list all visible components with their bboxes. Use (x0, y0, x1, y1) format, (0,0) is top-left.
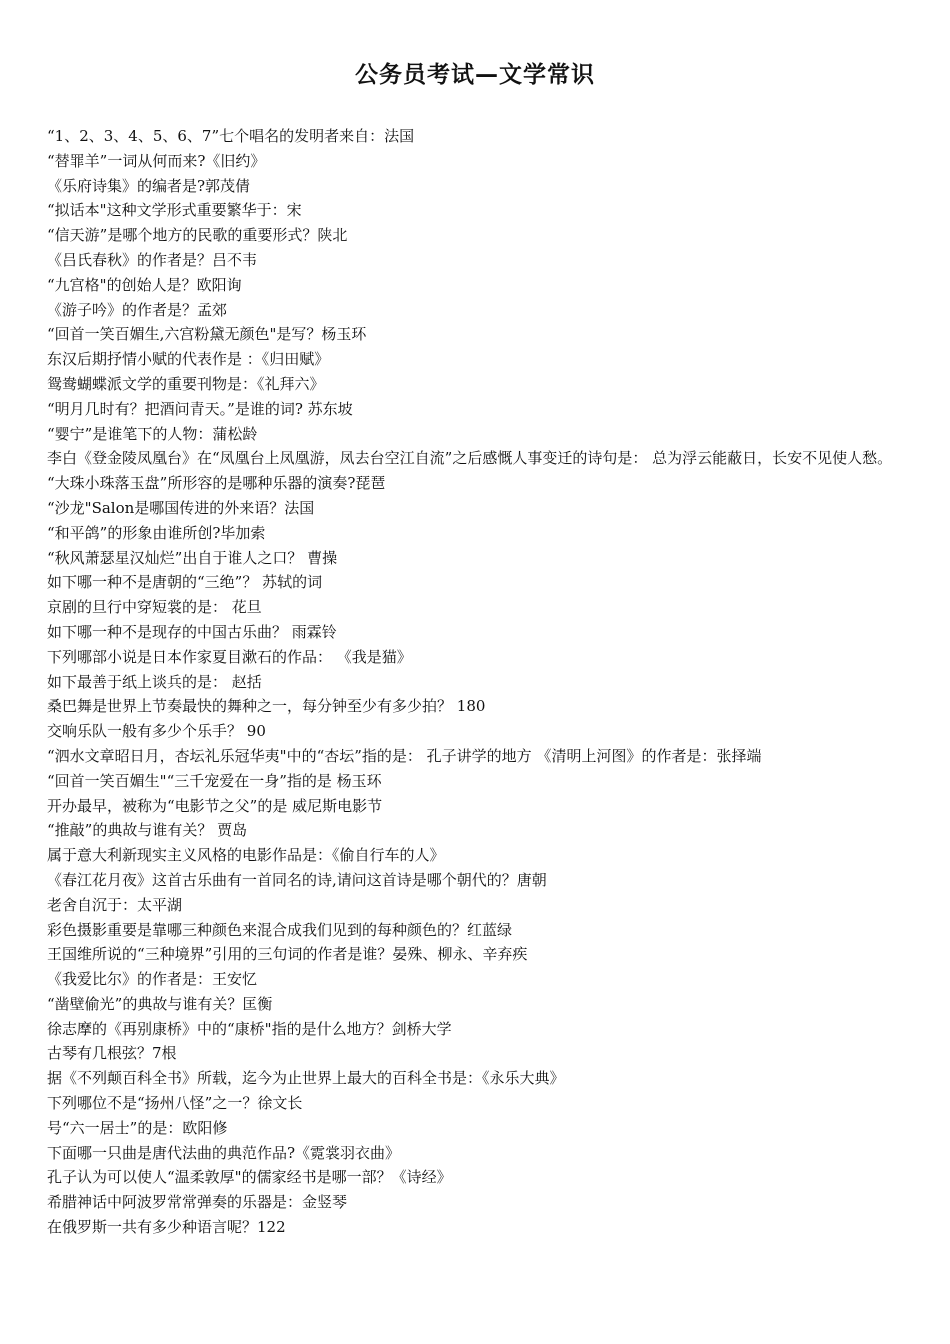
text-line: “拟话本"这种文学形式重要繁华于：宋 (47, 201, 302, 220)
text-line: 如下哪一种不是现存的中国古乐曲？ 雨霖铃 (47, 622, 337, 641)
text-line: 《我爱比尔》的作者是：王安忆 (47, 970, 258, 989)
text-line: 京剧的旦行中穿短裳的是： 花旦 (47, 598, 262, 617)
document-title: 公务员考试—文学常识 (355, 62, 595, 88)
text-line: 下列哪部小说是日本作家夏目漱石的作品： 《我是猫》 (47, 647, 412, 666)
document-body (47, 124, 907, 1240)
text-line: 《吕氏春秋》的作者是？吕不韦 (47, 250, 258, 269)
text-line: 开办最早，被称为“电影节之父”的是 威尼斯电影节 (47, 796, 383, 815)
text-line: “秋风萧瑟星汉灿烂”出自于谁人之口？ 曹操 (47, 548, 338, 567)
text-line: “回首一笑百媚生,六宫粉黛无颜色"是写？杨玉环 (47, 325, 367, 344)
text-line: “婴宁”是谁笔下的人物：蒲松龄 (47, 424, 258, 443)
text-line: “泗水文章昭日月，杏坛礼乐冠华夷"中的“杏坛”指的是： 孔子讲学的地方 《清明上河图》的作者是：张择端 (47, 746, 762, 765)
text-line: 如下哪一种不是唐朝的“三绝”？ 苏轼的词 (47, 573, 323, 592)
text-line: “替罪羊”一词从何而来?《旧约》 (47, 151, 266, 170)
text-line: 下列哪位不是“扬州八怪”之一？徐文长 (47, 1094, 303, 1113)
text-line: 如下最善于纸上谈兵的是： 赵括 (47, 672, 262, 691)
text-line: 桑巴舞是世界上节奏最快的舞种之一，每分钟至少有多少拍？ 180 (47, 697, 486, 716)
text-line: 李白《登金陵凤凰台》在“凤凰台上凤凰游，凤去台空江自流”之后感慨人事变迁的诗句是： 总为浮云能蔽日，长安不见使人愁。 (47, 449, 893, 468)
text-line: “大珠小珠落玉盘”所形容的是哪种乐器的演奏?琵琶 (47, 474, 386, 493)
text-line: “信天游”是哪个地方的民歌的重要形式？陕北 (47, 226, 348, 245)
text-line: “回首一笑百媚生"“三千宠爱在一身”指的是 杨玉环 (47, 771, 382, 790)
text-line: 希腊神话中阿波罗常常弹奏的乐器是：金竖琴 (47, 1193, 348, 1212)
text-line: 《游子吟》的作者是？孟郊 (47, 300, 228, 319)
text-line: 《乐府诗集》的编者是?郭茂倩 (47, 176, 251, 195)
text-line: “凿壁偷光”的典故与谁有关？匡衡 (47, 994, 273, 1013)
text-line: 孔子认为可以使人“温柔敦厚"的儒家经书是哪一部？《诗经》 (47, 1168, 452, 1187)
text-line: 交响乐队一般有多少个乐手？ 90 (47, 722, 266, 741)
text-line: “推敲”的典故与谁有关？ 贾岛 (47, 821, 248, 840)
text-line: “1、2、3、4、5、6、7”七个唱名的发明者来自：法国 (47, 127, 415, 145)
text-line: “沙龙"Salon是哪国传进的外来语？法国 (47, 498, 315, 517)
text-line: 古琴有几根弦？7根 (47, 1044, 177, 1063)
text-line: “明月几时有？把酒问青天。”是谁的词? 苏东坡 (47, 399, 353, 418)
text-line: 属于意大利新现实主义风格的电影作品是：《偷自行车的人》 (47, 846, 445, 865)
text-line: 东汉后期抒情小赋的代表作是 ：《归田赋》 (47, 350, 330, 369)
text-line: 号“六一居士”的是：欧阳修 (47, 1118, 228, 1137)
text-line: “九宫格"的创始人是？欧阳询 (47, 275, 242, 294)
text-line: 老舍自沉于：太平湖 (47, 895, 183, 914)
text-line: 徐志摩的《再别康桥》中的“康桥"指的是什么地方？剑桥大学 (47, 1019, 452, 1038)
text-line: 下面哪一只曲是唐代法曲的典范作品?《霓裳羽衣曲》 (47, 1143, 401, 1162)
text-line: “和平鸽”的形象由谁所创?毕加索 (47, 523, 266, 542)
text-line: 据《不列颠百科全书》所载，迄今为止世界上最大的百科全书是：《永乐大典》 (47, 1069, 565, 1088)
text-line: 《春江花月夜》这首古乐曲有一首同名的诗,请问这首诗是哪个朝代的？唐朝 (47, 870, 547, 889)
text-line: 鸳鸯蝴蝶派文学的重要刊物是：《礼拜六》 (47, 374, 325, 393)
text-line: 在俄罗斯一共有多少种语言呢？122 (47, 1218, 286, 1237)
text-line: 彩色摄影重要是靠哪三种颜色来混合成我们见到的每种颜色的？红蓝绿 (47, 920, 513, 939)
text-line: 王国维所说的“三种境界”引用的三句词的作者是谁？晏殊、柳永、辛弃疾 (47, 945, 528, 964)
